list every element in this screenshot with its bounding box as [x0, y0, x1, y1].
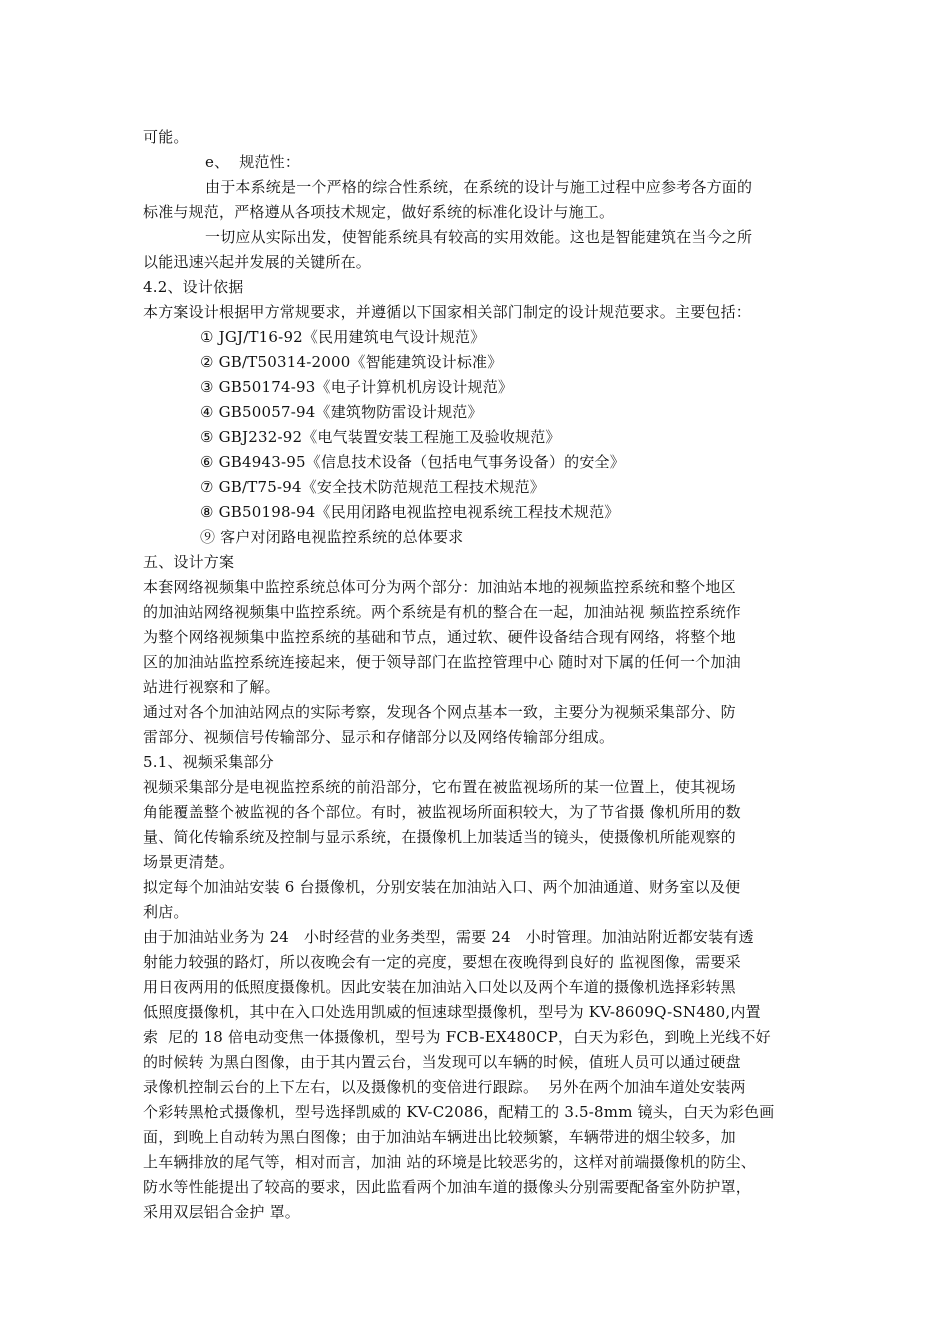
- body-text-line: 可能。: [143, 128, 189, 146]
- body-text-line: 用日夜两用的低照度摄像机。因此安装在加油站入口处以及两个车道的摄像机选择彩转黑: [143, 978, 736, 996]
- body-text-line: 由于本系统是一个严格的综合性系统，在系统的设计与施工过程中应参考各方面的: [205, 178, 753, 196]
- body-text-line: 拟定每个加油站安装 6 台摄像机，分别安装在加油站入口、两个加油通道、财务室以及便: [143, 878, 741, 896]
- standard-list-item: ④ GB50057-94《建筑物防雷设计规范》: [200, 403, 483, 421]
- body-text-line: 索 尼的 18 倍电动变焦一体摄像机，型号为 FCB-EX480CP，白天为彩色，到晚上光线不好: [143, 1028, 771, 1046]
- body-text-line: 射能力较强的路灯，所以夜晚会有一定的亮度，要想在夜晚得到良好的 监视图像，需要采: [143, 953, 741, 971]
- body-text-line: 低照度摄像机，其中在入口处选用凯威的恒速球型摄像机，型号为 KV-8609Q-SN480,内置: [143, 1003, 761, 1021]
- section-heading: 4.2、设计依据: [143, 278, 244, 296]
- body-text-line: 的时候转 为黑白图像，由于其内置云台，当发现可以车辆的时候，值班人员可以通过硬盘: [143, 1053, 741, 1071]
- body-text-line: 一切应从实际出发，使智能系统具有较高的实用效能。这也是智能建筑在当今之所: [205, 228, 753, 246]
- body-text-line: 角能覆盖整个被监视的各个部位。有时，被监视场所面积较大，为了节省摄 像机所用的数: [143, 803, 741, 821]
- body-text-line: 标准与规范，严格遵从各项技术规定，做好系统的标准化设计与施工。: [143, 203, 615, 221]
- standard-list-item: ⑧ GB50198-94《民用闭路电视监控电视系统工程技术规范》: [200, 503, 620, 521]
- body-text-line: 上车辆排放的尾气等，相对而言，加油 站的环境是比较恶劣的，这样对前端摄像机的防尘、: [143, 1153, 756, 1171]
- body-text-line: 为整个网络视频集中监控系统的基础和节点，通过软、硬件设备结合现有网络，将整个地: [143, 628, 736, 646]
- list-label: e、 规范性：: [205, 153, 301, 171]
- section-heading: 5.1、视频采集部分: [143, 753, 274, 771]
- standard-list-item: ⑥ GB4943-95《信息技术设备（包括电气事务设备）的安全》: [200, 453, 625, 471]
- body-text-line: 本套网络视频集中监控系统总体可分为两个部分：加油站本地的视频监控系统和整个地区: [143, 578, 736, 596]
- standard-list-item: ⑨ 客户对闭路电视监控系统的总体要求: [200, 528, 464, 546]
- body-text-line: 场景更清楚。: [143, 853, 235, 871]
- body-text-line: 个彩转黑枪式摄像机，型号选择凯威的 KV-C2086，配精工的 3.5-8mm 镜头，白天为彩色画: [143, 1103, 775, 1121]
- body-text-line: 以能迅速兴起并发展的关键所在。: [143, 253, 372, 271]
- standard-list-item: ⑦ GB/T75-94《安全技术防范规范工程技术规范》: [200, 478, 545, 496]
- chapter-heading: 五、设计方案: [143, 553, 235, 571]
- body-text-line: 的加油站网络视频集中监控系统。两个系统是有机的整合在一起，加油站视 频监控系统作: [143, 603, 741, 621]
- body-text-line: 本方案设计根据甲方常规要求，并遵循以下国家相关部门制定的设计规范要求。主要包括：: [143, 303, 752, 321]
- body-text-line: 利店。: [143, 903, 189, 921]
- body-text-line: 采用双层铝合金护 罩。: [143, 1203, 300, 1221]
- standard-list-item: ② GB/T50314-2000《智能建筑设计标准》: [200, 353, 503, 371]
- body-text-line: 量、简化传输系统及控制与显示系统，在摄像机上加装适当的镜头，使摄像机所能观察的: [143, 828, 736, 846]
- body-text-line: 通过对各个加油站网点的实际考察，发现各个网点基本一致，主要分为视频采集部分、防: [143, 703, 736, 721]
- body-text-line: 由于加油站业务为 24 小时经营的业务类型，需要 24 小时管理。加油站附近都安装有透: [143, 928, 754, 946]
- body-text-line: 防水等性能提出了较高的要求，因此监看两个加油车道的摄像头分别需要配备室外防护罩，: [143, 1178, 752, 1196]
- body-text-line: 视频采集部分是电视监控系统的前沿部分，它布置在被监视场所的某一位置上，使其视场: [143, 778, 736, 796]
- body-text-line: 区的加油站监控系统连接起来，便于领导部门在监控管理中心 随时对下属的任何一个加油: [143, 653, 741, 671]
- body-text-line: 雷部分、视频信号传输部分、显示和存储部分以及网络传输部分组成。: [143, 728, 615, 746]
- standard-list-item: ③ GB50174-93《电子计算机机房设计规范》: [200, 378, 514, 396]
- body-text-line: 站进行视察和了解。: [143, 678, 280, 696]
- standard-list-item: ① JGJ/T16-92《民用建筑电气设计规范》: [200, 328, 486, 346]
- standard-list-item: ⑤ GBJ232-92《电气装置安装工程施工及验收规范》: [200, 428, 561, 446]
- body-text-line: 录像机控制云台的上下左右，以及摄像机的变倍进行跟踪。 另外在两个加油车道处安装两: [143, 1078, 746, 1096]
- body-text-line: 面，到晚上自动转为黑白图像；由于加油站车辆进出比较频繁，车辆带进的烟尘较多，加: [143, 1128, 736, 1146]
